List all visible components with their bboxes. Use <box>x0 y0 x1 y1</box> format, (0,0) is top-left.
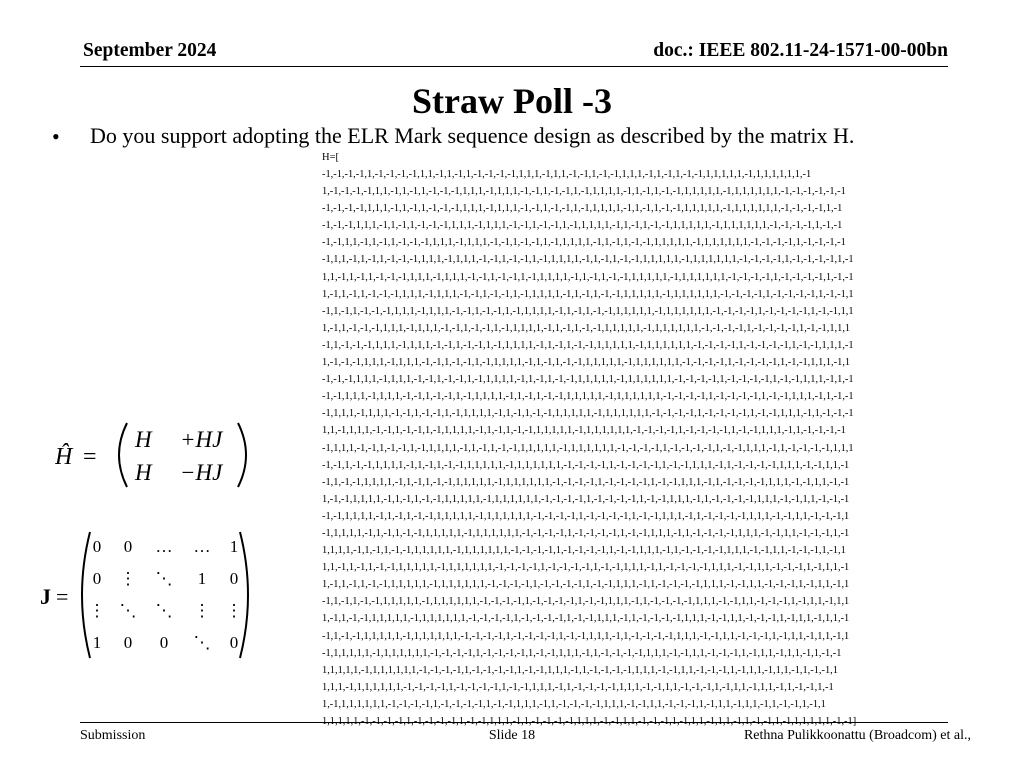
hprime-m21: H <box>135 460 152 485</box>
hprime-lhs: Ĥ <box>55 444 73 470</box>
matrix-row: 1,1,1,1,-1,1,-1,1,-1,-1,1,1,1,1,1,-1,1,1,1,1,1,1,-1,-1,-1,-1,1,-1,-1,-1,-1,1,-1,-1,1,1,1,-1,1,-1,-1,-1,-1,1,1,1,-1,-1,1,1,-1,-1,-1,1,-1,1 <box>322 545 846 557</box>
matrix-row: 1,-1,1,-1,1,-1,-1,-1,1,1,1,-1,1,1,1,-1,-1,1,-1,-1,1,-1,1,1,1,1,-1,1,-1,1,-1,-1,1,1,1,1,1,-1,1,1,1,1,1,1,-1,-1,-1,-1,1,-1,-1,-1,-1,1,-1,-1,1 <box>322 288 854 300</box>
matrix-row: -1,1,1,1,1,-1,1,-1,1,-1,-1,1,1,1,1,1,-1,1,1,1,1,1,1,-1,-1,-1,-1,1,-1,-1,-1,-1,1,-1,-1,1,1,1,-1,1,-1,-1,-1,-1,1,1,1,-1,-1,1,1,-1,-1,-1,1,-1 <box>322 527 850 539</box>
footer-author: Rethna Pulikkoonattu (Broadcom) et al., <box>743 728 971 743</box>
matrix-row: -1,-1,1,1,-1,1,-1,1,-1,-1,-1,1,1,1,-1,1,1,1,-1,-1,1,-1,-1,1,-1,1,1,1,1,-1,1,-1,1,-1,-1,1,1,1,1,1,-1,1,1,1,1,1,1,-1,-1,-1,-1,1,-1,-1,-1,-1 <box>322 237 846 249</box>
matrix-row: 1,-1,1,-1,-1,-1,1,1,1,-1,1,1,1,-1,-1,1,-1,-1,1,-1,1,1,1,1,-1,1,-1,1,-1,-1,1,1,1,1,1,-1,1,1,1,1,1,1,-1,-1,-1,-1,1,-1,-1,-1,-1,1,-1,-1,1,1,1 <box>322 322 851 334</box>
hprime-equation <box>55 420 260 490</box>
hprime-m12: +HJ <box>180 427 223 452</box>
matrix-row: 1,1,1,-1,1,1,1,1,1,1,-1,-1,-1,-1,1,-1,-1,-1,-1,1,-1,-1,1,1,1,-1,1,-1,-1,-1,-1,1,1,1,-1,-1,1,1,-1,-1,-1,1,-1,1,1,-1,1,1,-1,1,-1,-1,1,-1 <box>322 681 834 693</box>
j-cell: ⋮ <box>88 601 106 620</box>
j-cell: ⋮ <box>119 569 137 588</box>
matrix-row: -1,-1,-1,1,1,1,-1,1,1,1,-1,-1,1,-1,-1,1,-1,1,1,1,1,-1,1,-1,1,-1,-1,1,1,1,1,1,-1,1,1,1,1,1,1,-1,-1,-1,-1,1,-1,-1,-1,-1,1,-1,-1,1,1,1,-1,1,-1 <box>322 374 854 386</box>
footer-slide-number: Slide 18 <box>488 728 536 743</box>
matrix-h-values <box>322 166 950 730</box>
j-matrix-equation <box>40 528 255 663</box>
footer-divider <box>80 722 948 723</box>
j-cell: 1 <box>197 569 207 588</box>
j-right-paren <box>240 532 248 658</box>
j-lhs: J <box>40 584 51 609</box>
j-cell: … <box>193 537 211 556</box>
matrix-row: 1,-1,-1,-1,-1,1,1,-1,1,-1,1,-1,-1,-1,1,1,1,-1,1,1,1,-1,-1,1,-1,-1,1,-1,1,1,1,1,-1,1,-1,1,-1,-1,1,1,1,1,1,-1,1,1,1,1,1,1,-1,-1,-1,-1,-1,-1 <box>322 186 846 198</box>
matrix-row: -1,-1,1,1,1,1,-1,1,-1,1,-1,-1,1,1,1,1,1,-1,1,1,1,1,1,1,-1,-1,-1,-1,1,-1,-1,-1,-1,1,-1,-1,1,1,1,-1,1,-1,-1,-1,-1,1,1,1,-1,-1,1,1,-1,-1,-1,1 <box>322 510 850 522</box>
matrix-row: 1,-1,-1,1,1,1,1,-1,1,-1,1,-1,-1,1,1,1,1,1,-1,1,1,1,1,1,1,-1,-1,-1,-1,1,-1,-1,-1,-1,1,-1,-1,1,1,1,-1,1,-1,-1,-1,-1,1,1,1,-1,-1,1,1,-1,-1,-1 <box>322 493 850 505</box>
j-cell: ⋮ <box>193 601 211 620</box>
matrix-row: -1,1,1,-1,1,-1,1,-1,-1,-1,1,1,1,-1,1,1,1,-1,-1,1,-1,-1,1,-1,1,1,1,1,-1,1,-1,1,-1,-1,1,1,1,1,1,-1,1,1,1,1,1,1,-1,-1,-1,-1,1,-1,-1,-1,-1,1,-1 <box>322 254 854 266</box>
hprime-right-paren <box>238 423 246 487</box>
j-cell: 0 <box>229 569 239 588</box>
matrix-row: -1,1,1,1,-1,-1,1,-1,-1,1,-1,1,1,1,1,-1,1,-1,1,-1,-1,1,1,1,1,1,-1,1,1,1,1,1,1,-1,-1,-1,-1,1,-1,-1,-1,-1,1,-1,-1,1,1,1,-1,1,-1,-1,-1,-1,1,1,1 <box>322 442 854 454</box>
slide-title: Straw Poll -3 <box>412 81 612 121</box>
j-cell: 0 <box>92 569 102 588</box>
j-cell: ⋱ <box>193 633 211 652</box>
matrix-row: -1,1,-1,1,-1,-1,-1,1,1,1,-1,1,1,1,-1,-1,1,-1,-1,1,-1,1,1,1,1,-1,1,-1,1,-1,-1,1,1,1,1,1,-1,1,1,1,1,1,1,-1,-1,-1,-1,1,-1,-1,-1,-1,1,-1,-1,1,1 <box>322 305 854 317</box>
header-date: September 2024 <box>83 40 217 61</box>
header-doc-id: doc.: IEEE 802.11-24-1571-00-00bn <box>653 40 948 61</box>
j-equals: = <box>56 584 69 609</box>
header-divider <box>80 66 948 67</box>
bullet-marker: • <box>52 124 60 149</box>
poll-question: Do you support adopting the ELR Mark sequence design as described by the matrix H. <box>90 123 855 148</box>
hprime-m11: H <box>135 427 152 452</box>
matrix-row: 1,1,-1,1,1,1,-1,-1,1,-1,-1,1,-1,1,1,1,1,-1,1,-1,1,-1,-1,1,1,1,1,1,-1,1,1,1,1,1,1,-1,-1,-1,-1,1,-1,-1,-1,-1,1,-1,-1,1,1,1,-1,1,-1,-1,-1,-1 <box>322 425 846 437</box>
j-cell: … <box>155 537 173 556</box>
hprime-left-paren <box>119 423 127 487</box>
matrix-row: -1,-1,-1,-1,1,1,1,-1,1,-1,1,-1,-1,-1,1,1,1,-1,1,1,1,-1,-1,1,-1,-1,1,-1,1,1,1,1,-1,1,-1,1,-1,-1,1,1,1,1,1,-1,1,1,1,1,1,1,-1,-1,-1,-1,1,-1 <box>322 203 843 215</box>
matrix-row: -1,1,-1,-1,-1,1,1,1,-1,1,1,1,-1,-1,1,-1,-1,1,-1,1,1,1,1,-1,1,-1,1,-1,-1,1,1,1,1,1,-1,1,1,1,1,1,1,-1,-1,-1,-1,1,-1,-1,-1,-1,1,-1,-1,1,1,1,-1 <box>322 339 854 351</box>
matrix-row: 1,-1,1,-1,-1,1,1,1,1,1,-1,1,1,1,1,1,1,-1,-1,-1,-1,1,-1,-1,-1,-1,1,-1,-1,1,1,1,-1,1,-1,-1,-1,-1,1,1,1,-1,-1,1,1,-1,-1,-1,1,-1,1,1,-1,1,1,-1 <box>322 613 850 625</box>
matrix-row: 1,-1,-1,-1,1,1,1,-1,1,1,1,-1,-1,1,-1,-1,1,-1,1,1,1,1,-1,1,-1,1,-1,-1,1,1,1,1,1,-1,1,1,1,1,1,1,-1,-1,-1,-1,1,-1,-1,-1,-1,1,-1,-1,1,1,1,-1,1 <box>322 357 851 369</box>
matrix-row: -1,-1,-1,1,1,1,-1,1,-1,1,-1,-1,-1,1,1,1,-1,1,1,1,-1,-1,1,-1,-1,1,-1,1,1,1,1,-1,1,-1,1,-1,-1,1,1,1,1,1,-1,1,1,1,1,1,1,-1,-1,-1,-1,1,-1,-1 <box>322 220 843 232</box>
j-cell: ⋱ <box>155 569 173 588</box>
matrix-row: -1,-1,1,1,1,-1,1,1,1,-1,-1,1,-1,-1,1,-1,1,1,1,1,-1,1,-1,1,-1,-1,1,1,1,1,1,-1,1,1,1,1,1,1,-1,-1,-1,-1,1,-1,-1,-1,-1,1,-1,-1,1,1,1,-1,1,-1,-1 <box>322 391 854 403</box>
j-cell: ⋮ <box>225 601 243 620</box>
j-cell: 0 <box>159 633 169 652</box>
matrix-row: -1,1,-1,-1,1,1,1,1,1,-1,1,1,1,1,1,1,-1,-1,-1,-1,1,-1,-1,-1,-1,1,-1,-1,1,1,1,-1,1,-1,-1,-1,-1,1,1,1,-1,-1,1,1,-1,-1,-1,1,-1,1,1,-1,1,1,-1,1 <box>322 630 850 642</box>
j-cell: 1 <box>92 633 102 652</box>
j-cell: 1 <box>229 537 239 556</box>
footer-submission: Submission <box>80 728 146 743</box>
matrix-row: -1,1,1,1,1,1,-1,1,1,1,1,1,1,-1,-1,-1,-1,1,-1,-1,-1,-1,1,-1,-1,1,1,1,-1,1,-1,-1,-1,-1,1,1,1,-1,-1,1,1,-1,-1,-1,1,-1,1,1,-1,1,1,-1,1,-1,-1 <box>322 647 842 659</box>
matrix-row: 1,-1,1,1,1,1,1,1,-1,-1,-1,-1,1,-1,-1,-1,-1,1,-1,-1,1,1,1,-1,1,-1,-1,-1,-1,1,1,1,-1,-1,1,1,-1,-1,-1,1,-1,1,1,-1,1,1,-1,1,-1,-1,1,-1,1 <box>322 698 826 710</box>
matrix-label: H=[ <box>322 152 340 163</box>
matrix-row: -1,-1,1,-1,-1,1,1,1,1,-1,1,-1,1,-1,-1,1,1,1,1,1,-1,1,1,1,1,1,1,-1,-1,-1,-1,1,-1,-1,-1,-1,1,-1,-1,1,1,1,-1,1,-1,-1,-1,-1,1,1,1,-1,-1,1,1,-1 <box>322 459 850 471</box>
j-cell: 0 <box>123 537 133 556</box>
hprime-m22: −HJ <box>180 460 223 485</box>
j-cell: ⋱ <box>119 601 137 620</box>
matrix-row: -1,1,-1,1,-1,-1,1,1,1,1,1,-1,1,1,1,1,1,1,-1,-1,-1,-1,1,-1,-1,-1,-1,1,-1,-1,1,1,1,-1,1,-1,-1,-1,-1,1,1,1,-1,-1,1,1,-1,-1,-1,1,-1,1,1,-1,1,1 <box>322 596 850 608</box>
j-cell: ⋱ <box>155 601 173 620</box>
j-cell: 0 <box>92 537 102 556</box>
matrix-row: -1,1,1,1,-1,1,1,1,-1,-1,1,-1,-1,1,-1,1,1,1,1,-1,1,-1,1,-1,-1,1,1,1,1,1,-1,1,1,1,1,1,1,-1,-1,-1,-1,1,-1,-1,-1,-1,1,-1,-1,1,1,1,-1,1,-1,-1,-1 <box>322 408 854 420</box>
matrix-row: -1,-1,-1,-1,1,-1,-1,-1,-1,1,1,-1,1,-1,1,-1,-1,-1,-1,1,1,1,-1,1,1,-1,-1,1,-1,-1,1,1,1,-1,1,-1,1,-1,-1,1,1,1,1,1,-1,1,1,1,1,1,1,-1 <box>322 169 812 180</box>
matrix-row: 1,1,-1,1,-1,1,-1,-1,1,1,1,1,1,-1,1,1,1,1,1,1,-1,-1,-1,-1,1,-1,-1,-1,-1,1,-1,-1,1,1,1,-1,1,-1,-1,-1,-1,1,1,1,-1,-1,1,1,-1,-1,-1,1,-1,1,1,-1 <box>322 562 850 574</box>
j-left-paren <box>82 532 90 658</box>
matrix-row: 1,1,1,1,1,-1,-1,-1,-1,1,-1,-1,-1,-1,1,-1,-1,1,1,1,-1,1,-1,-1,-1,-1,1,1,1,-1,-1,1,1,-1,-1,-1,1,-1,1,1,-1,1,1,-1,1,-1,-1,1,-1,1,1,1,1,1,-1,-1] <box>322 716 857 727</box>
j-cell: 0 <box>123 633 133 652</box>
matrix-row: 1,1,-1,1,-1,1,-1,-1,-1,1,1,1,-1,1,1,1,-1,-1,1,-1,-1,1,-1,1,1,1,1,-1,1,-1,1,-1,-1,1,1,1,1,1,-1,1,1,1,1,1,1,-1,-1,-1,-1,1,-1,-1,-1,-1,1,-1,-1 <box>322 271 854 283</box>
matrix-row: -1,1,-1,-1,1,1,1,1,-1,1,-1,1,-1,-1,1,1,1,1,1,-1,1,1,1,1,1,1,-1,-1,-1,-1,1,-1,-1,-1,-1,1,-1,-1,1,1,1,-1,1,-1,-1,-1,-1,1,1,1,-1,-1,1,1,-1,-1 <box>322 476 850 488</box>
hprime-equals: = <box>83 444 97 470</box>
matrix-row: 1,-1,1,-1,1,-1,-1,1,1,1,1,1,-1,1,1,1,1,1,1,-1,-1,-1,-1,1,-1,-1,-1,-1,1,-1,-1,1,1,1,-1,1,-1,-1,-1,-1,1,1,1,-1,-1,1,1,-1,-1,-1,1,-1,1,1,-1,1 <box>322 579 850 591</box>
j-cell: 0 <box>229 633 239 652</box>
matrix-row: 1,1,1,1,1,-1,1,1,1,1,1,1,-1,-1,-1,-1,1,-1,-1,-1,-1,1,-1,-1,1,1,1,-1,1,-1,-1,-1,-1,1,1,1,-1,-1,1,1,-1,-1,-1,1,-1,1,1,-1,1,1,-1,1,-1,-1,1 <box>322 664 838 676</box>
